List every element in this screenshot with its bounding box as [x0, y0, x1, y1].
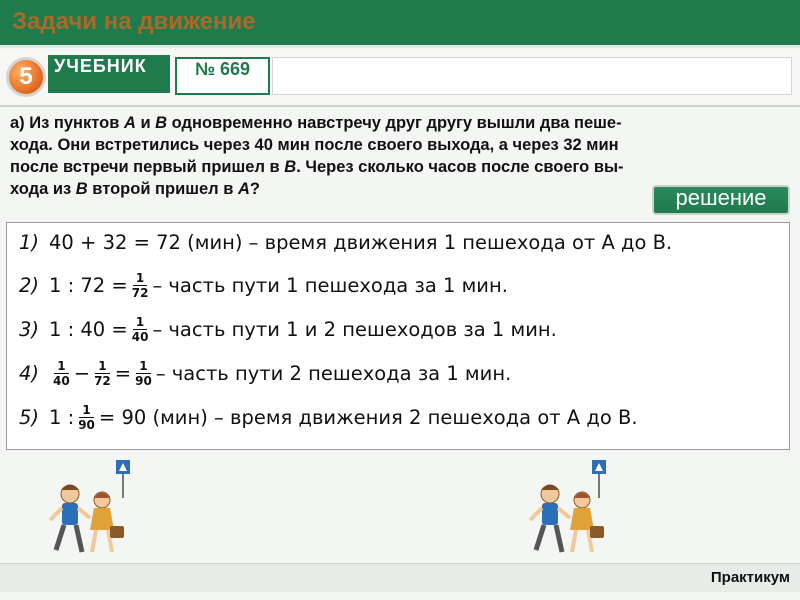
fraction-denominator: 40 [131, 330, 149, 344]
point-b: В [284, 158, 297, 176]
problem-line-3a: после встречи первый пришел в [10, 158, 285, 176]
fraction-numerator: 1 [95, 359, 109, 374]
pedestrians-illustration-right [520, 460, 620, 562]
point-b: В [75, 180, 88, 198]
problem-line-1a: а) Из пунктов [10, 114, 124, 132]
exercise-number: № 669 [175, 57, 270, 95]
fraction [53, 359, 70, 388]
step-number: 3) [19, 318, 40, 341]
problem-line-1b: и [135, 114, 156, 132]
fraction-numerator: 1 [133, 315, 147, 330]
fraction-numerator: 1 [133, 271, 147, 286]
solution-step-2 [19, 271, 508, 300]
solution-step-4 [19, 359, 511, 388]
footer-label: Практикум [710, 569, 790, 586]
step-text: – часть пути 1 и 2 пешеходов за 1 мин. [152, 318, 557, 341]
step-text: – часть пути 2 пешехода за 1 мин. [155, 362, 512, 385]
point-b: В [155, 114, 168, 132]
step-expression: 1 : 72 = [49, 274, 128, 297]
solution-step-5 [19, 403, 638, 432]
step-expression: 1 : 40 = [49, 318, 128, 341]
textbook-label: УЧЕБНИК [48, 55, 170, 93]
solution-step-3 [19, 315, 557, 344]
minus-sign: − [73, 362, 91, 385]
step-text: = 90 (мин) – время движения 2 пешехода от А до В. [98, 406, 638, 429]
grade-badge: 5 [6, 57, 46, 97]
fraction-denominator: 90 [135, 374, 152, 388]
problem-line-4a: хода из [10, 180, 76, 198]
step-expression: 1 : [49, 406, 75, 429]
equals-sign: = [114, 362, 132, 385]
slide-title: Задачи на движение [12, 8, 256, 35]
solution-panel [6, 222, 790, 450]
fraction-numerator: 1 [54, 359, 68, 374]
pedestrians-illustration-left [40, 460, 140, 562]
footer-bar [0, 563, 800, 592]
fraction-denominator: 40 [53, 374, 70, 388]
fraction [94, 359, 111, 388]
problem-line-3b: . Через сколько часов после своего вы- [296, 158, 624, 176]
step-number: 1) [19, 231, 40, 254]
fraction [132, 315, 149, 344]
fraction-denominator: 72 [131, 286, 149, 300]
step-number: 5) [19, 406, 40, 429]
fraction-denominator: 72 [94, 374, 111, 388]
fraction [135, 359, 152, 388]
problem-line-2: хода. Они встретились через 40 мин после своего выхода, а через 32 мин [10, 136, 619, 154]
solution-button[interactable]: решение [652, 185, 790, 215]
point-a: А [237, 180, 250, 198]
problem-line-1c: одновременно навстречу друг другу вышли два пеше- [167, 114, 622, 132]
step-text: 40 + 32 = 72 (мин) – время движения 1 пешехода от А до В. [49, 231, 673, 254]
fraction-numerator: 1 [79, 403, 93, 418]
fraction [78, 403, 95, 432]
fraction-numerator: 1 [136, 359, 150, 374]
header-strip [272, 57, 792, 95]
step-text: – часть пути 1 пешехода за 1 мин. [152, 274, 508, 297]
point-a: А [123, 114, 136, 132]
step-number: 2) [19, 274, 40, 297]
fraction [132, 271, 149, 300]
fraction-denominator: 90 [78, 418, 95, 432]
problem-line-4b: второй пришел в [87, 180, 238, 198]
title-bar [0, 0, 800, 48]
step-number: 4) [19, 362, 40, 385]
problem-line-4c: ? [249, 180, 260, 198]
solution-step-1 [19, 231, 672, 254]
